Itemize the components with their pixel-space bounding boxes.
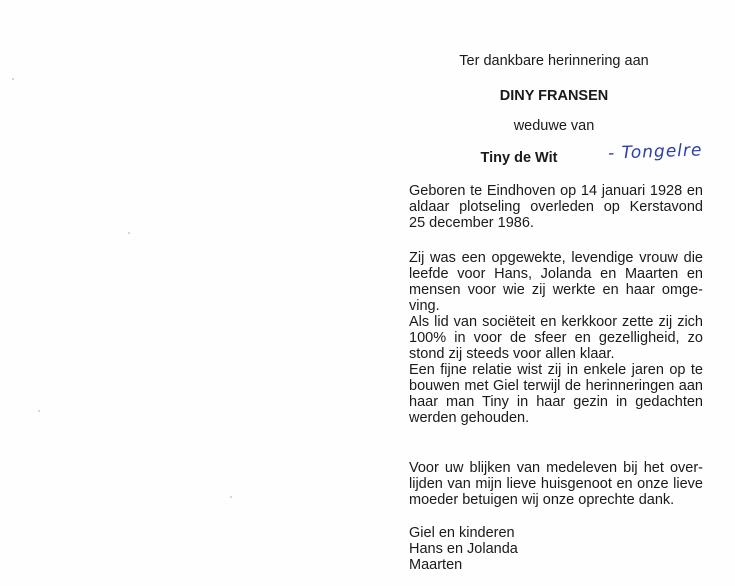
signature-line: Maarten (409, 557, 463, 573)
handwritten-note: - Tongelre (607, 140, 703, 164)
text-line: werden gehouden. (409, 410, 530, 426)
text-line: 100% in voor de sfeer en gezelligheid, zo (409, 330, 703, 346)
text-line: Geboren te Eindhoven op 14 januari 1928 en (409, 183, 703, 199)
deceased-name: DINY FRANSEN (499, 88, 609, 104)
born-paragraph (409, 183, 703, 231)
intro-line: Ter dankbare herinnering aan (459, 53, 649, 69)
text-line: stond zij steeds voor allen klaar. (409, 346, 615, 362)
signature-line: Giel en kinderen (409, 525, 515, 541)
text-line: 25 december 1986. (409, 215, 534, 231)
text-line: bouwen met Giel terwijl de herinneringen aan (409, 378, 703, 394)
text-line: Voor uw blijken van medeleven bij het over- (409, 460, 703, 476)
signature-line: Hans en Jolanda (409, 541, 518, 557)
life-paragraph (409, 250, 703, 426)
text-line: aldaar plotseling overleden op Kerstavond (409, 199, 703, 215)
paper-speck (12, 78, 14, 80)
signatures (409, 525, 703, 573)
text-line: Zij was een opgewekte, levendige vrouw die (409, 250, 703, 266)
relation-line: weduwe van (513, 118, 595, 134)
text-line: mensen voor wie zij werkte en haar omge- (409, 282, 703, 298)
text-line: Als lid van sociëteit en kerkkoor zette zij zich (409, 314, 703, 330)
paper-speck (230, 496, 232, 498)
paper-speck (38, 410, 40, 412)
husband-name: Tiny de Wit (480, 150, 558, 166)
text-line: ving. (409, 298, 440, 314)
text-line: Een fijne relatie wist zij in enkele jaren op te (409, 362, 703, 378)
text-line: haar man Tiny in haar gezin in gedachten (409, 394, 703, 410)
text-line: lijden van mijn lieve huisgenoot en onze lieve (409, 476, 703, 492)
paper-speck (128, 232, 130, 234)
text-line: moeder betuigen wij onze oprechte dank. (409, 492, 675, 508)
text-line: leefde voor Hans, Jolanda en Maarten en (409, 266, 703, 282)
thanks-paragraph (409, 460, 703, 508)
